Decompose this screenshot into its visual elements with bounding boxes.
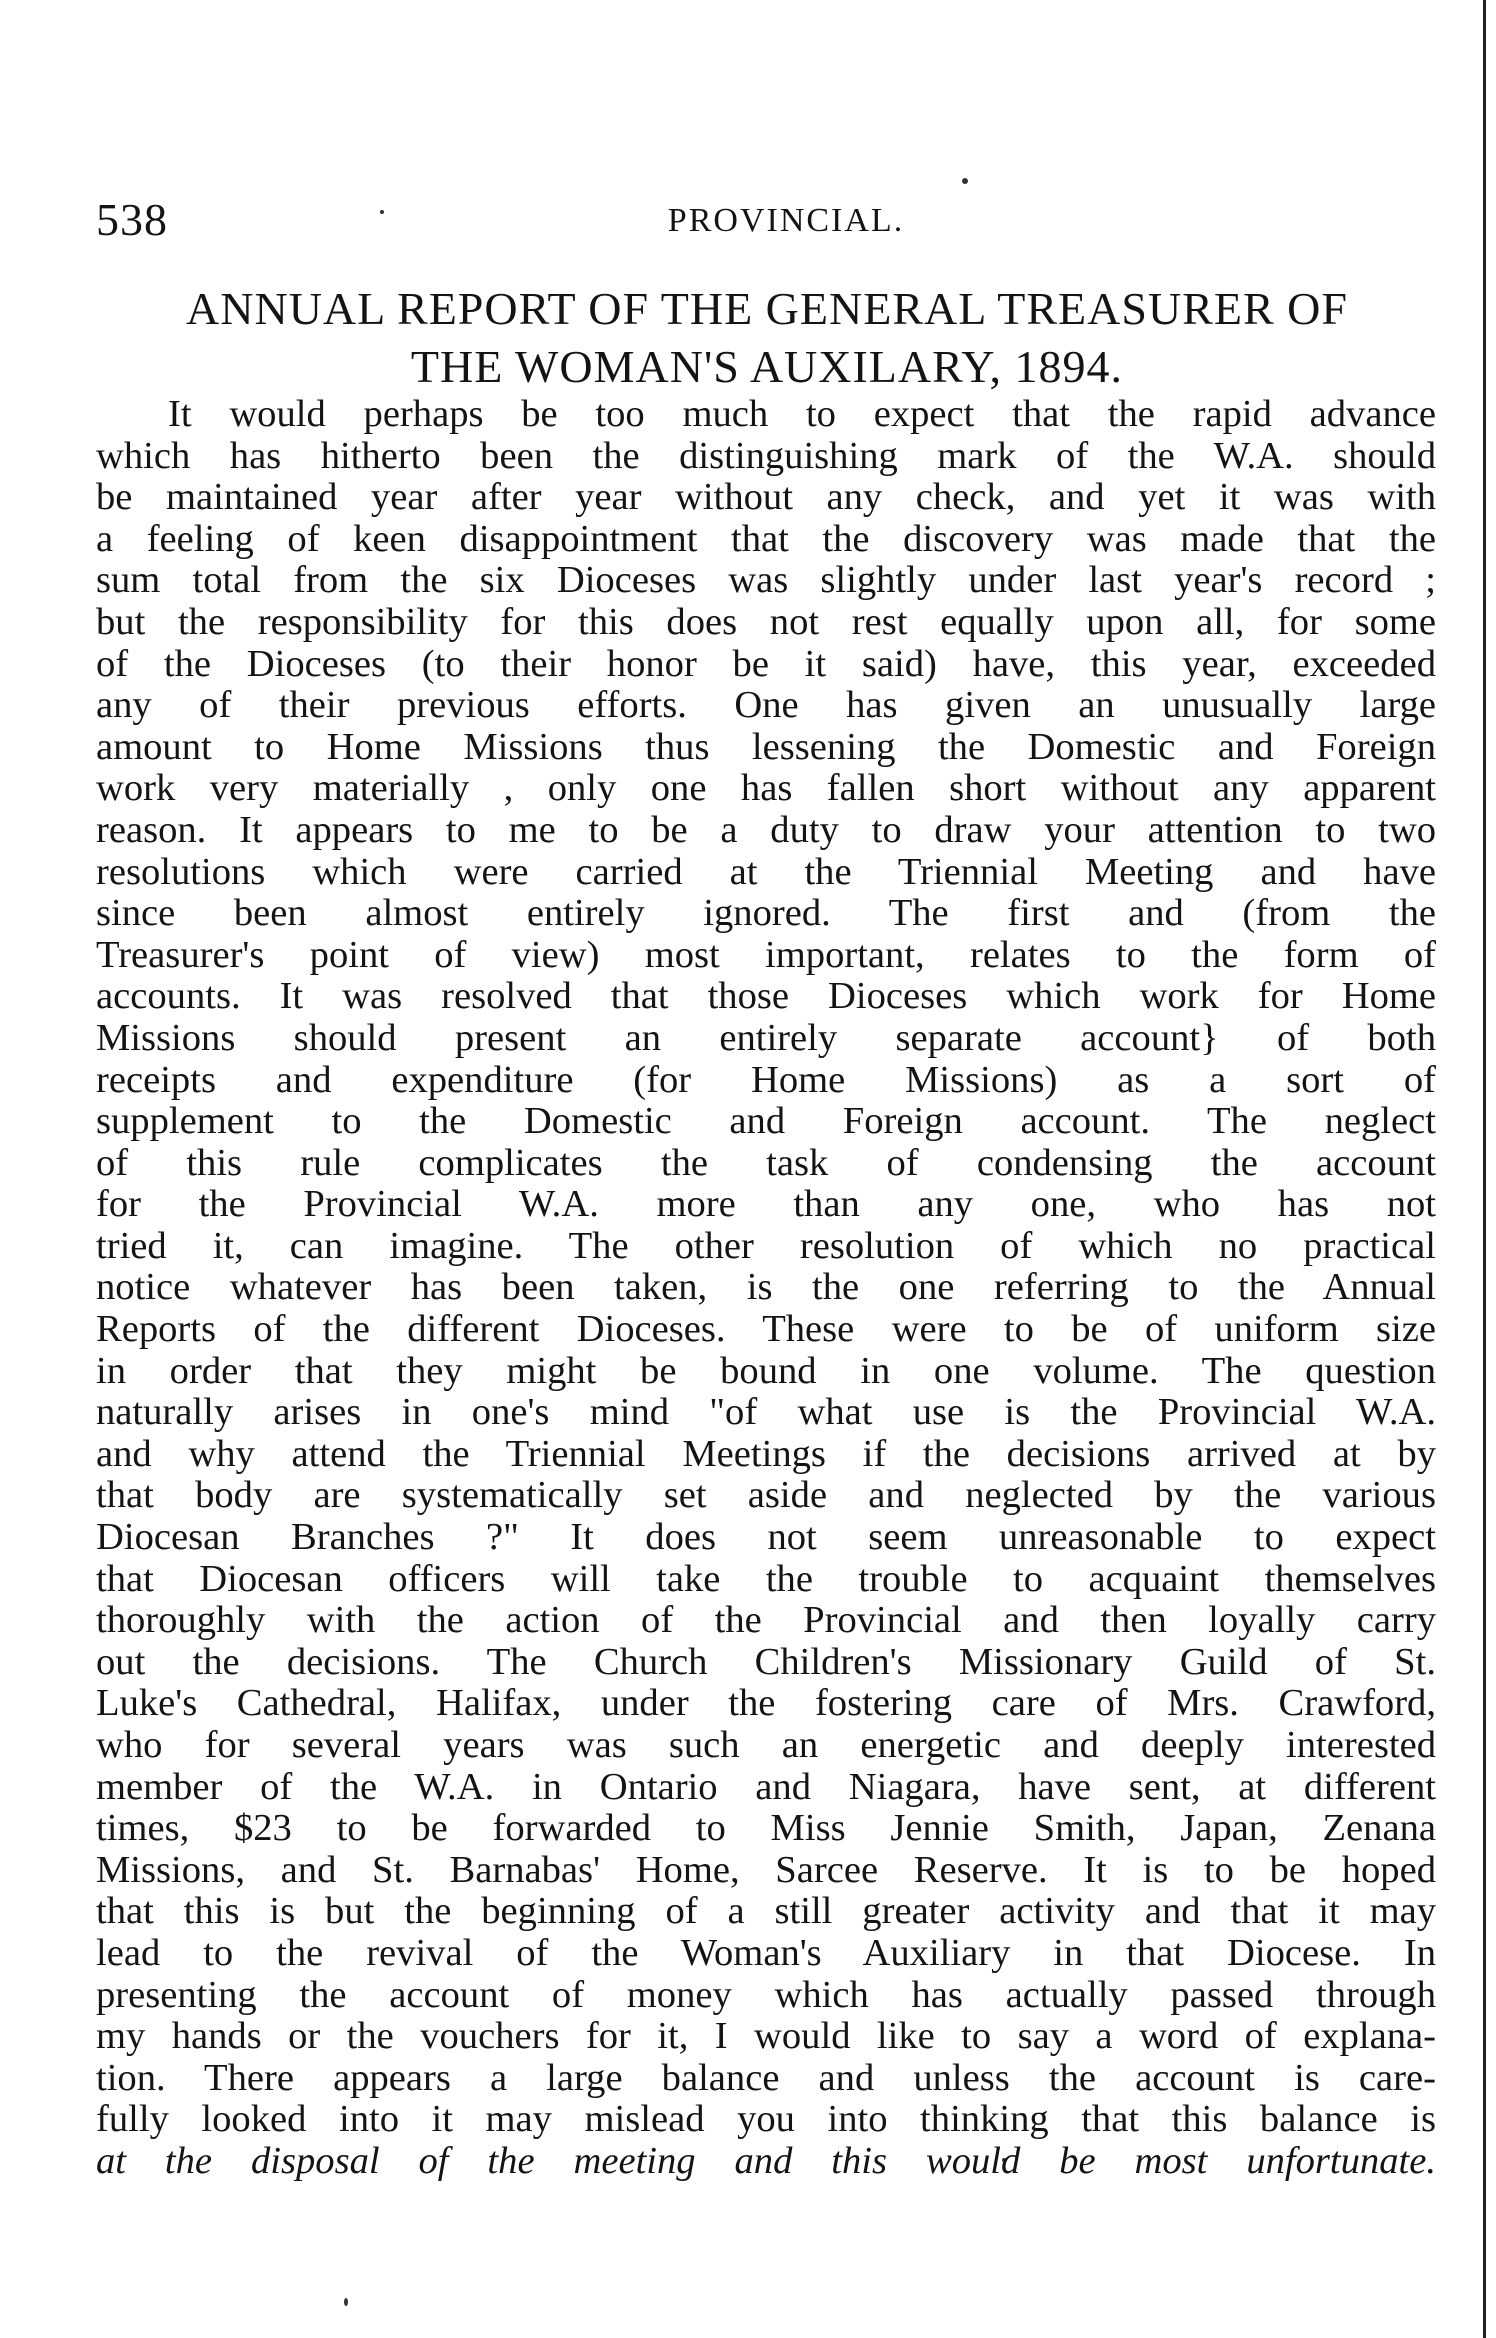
body-line: tried it, can imagine. The other resolution of which no practical [96,1224,1436,1267]
body-line: lead to the revival of the Woman's Auxiliary in that Diocese. In [96,1931,1436,1974]
body-line: at the disposal of the meeting and this would be most unfortunate. [96,2139,1436,2182]
article-title-line-2: THE WOMAN'S AUXILARY, 1894. [410,341,1124,392]
body-line: in order that they might be bound in one volume. The question [96,1349,1436,1392]
body-line: Diocesan Branches ?" It does not seem unreasonable to expect [96,1516,1436,1559]
body-line: It would perhaps be too much to expect that the rapid advance [168,393,1436,435]
page-number: 538 [96,194,168,245]
body-line: but the responsibility for this does not rest equally upon all, for some [96,600,1436,643]
body-line: presenting the account of money which has actually passed through [96,1973,1436,2016]
body-line: of this rule complicates the task of condensing the account [96,1141,1436,1184]
body-line: reason. It appears to me to be a duty to draw your attention to two [96,808,1436,851]
body-line: a feeling of keen disappointment that the discovery was made that the [96,517,1436,560]
body-line: naturally arises in one's mind "of what use is the Provincial W.A. [96,1391,1436,1434]
body-line: of the Dioceses (to their honor be it said) have, this year, exceeded [96,642,1436,685]
body-line: tion. There appears a large balance and unless the account is care- [96,2056,1436,2099]
body-line: that body are systematically set aside and neglected by the various [96,1474,1436,1517]
body-line: my hands or the vouchers for it, I would like to say a word of explana- [96,2015,1436,2058]
body-line: Luke's Cathedral, Halifax, under the fostering care of Mrs. Crawford, [96,1682,1436,1725]
body-line: any of their previous efforts. One has given an unusually large [96,684,1436,727]
body-line: supplement to the Domestic and Foreign account. The neglect [96,1100,1436,1143]
body-line: and why attend the Triennial Meetings if the decisions arrived at by [96,1432,1436,1475]
print-speck [344,2298,348,2306]
body-line: Missions should present an entirely separate account} of both [96,1016,1436,1059]
body-line: Treasurer's point of view) most important, relates to the form of [96,933,1436,976]
body-line: Missions, and St. Barnabas' Home, Sarcee Reserve. It is to be hoped [96,1848,1436,1891]
page-header [96,190,1436,250]
body-line: amount to Home Missions thus lessening the Domestic and Foreign [96,725,1436,768]
body-line: since been almost entirely ignored. The first and (from the [96,892,1436,935]
running-head: PROVINCIAL. [667,202,905,239]
body-line: resolutions which were carried at the Triennial Meeting and have [96,850,1436,893]
body-line: that this is but the beginning of a still greater activity and that it may [96,1890,1436,1933]
body-line: which has hitherto been the distinguishing mark of the W.A. should [96,434,1436,477]
body-line: member of the W.A. in Ontario and Niagara, have sent, at different [96,1765,1436,1808]
body-line: for the Provincial W.A. more than any one, who has not [96,1183,1436,1226]
body-line: out the decisions. The Church Children's Missionary Guild of St. [96,1640,1436,1683]
body-line: be maintained year after year without any check, and yet it was with [96,476,1436,519]
body-line: work very materially , only one has fallen short without any apparent [96,767,1436,810]
body-line: sum total from the six Dioceses was slightly under last year's record ; [96,559,1436,602]
body-line: times, $23 to be forwarded to Miss Jennie Smith, Japan, Zenana [96,1807,1436,1850]
body-line: notice whatever has been taken, is the one referring to the Annual [96,1266,1436,1309]
body-line: fully looked into it may mislead you into thinking that this balance is [96,2098,1436,2141]
print-speck [962,178,968,184]
body-line: receipts and expenditure (for Home Missions) as a sort of [96,1058,1436,1101]
page-edge-rule [1483,0,1486,2338]
body-line: accounts. It was resolved that those Dioceses which work for Home [96,975,1436,1018]
article-title [92,280,1442,396]
body-line: who for several years was such an energetic and deeply interested [96,1724,1436,1766]
article-title-line-1: ANNUAL REPORT OF THE GENERAL TREASURER OF [186,283,1348,334]
body-line: Reports of the different Dioceses. These were to be of uniform size [96,1308,1436,1351]
body-line: thoroughly with the action of the Provincial and then loyally carry [96,1599,1436,1642]
body-line: that Diocesan officers will take the trouble to acquaint themselves [96,1557,1436,1600]
body-paragraph [96,394,1436,2183]
